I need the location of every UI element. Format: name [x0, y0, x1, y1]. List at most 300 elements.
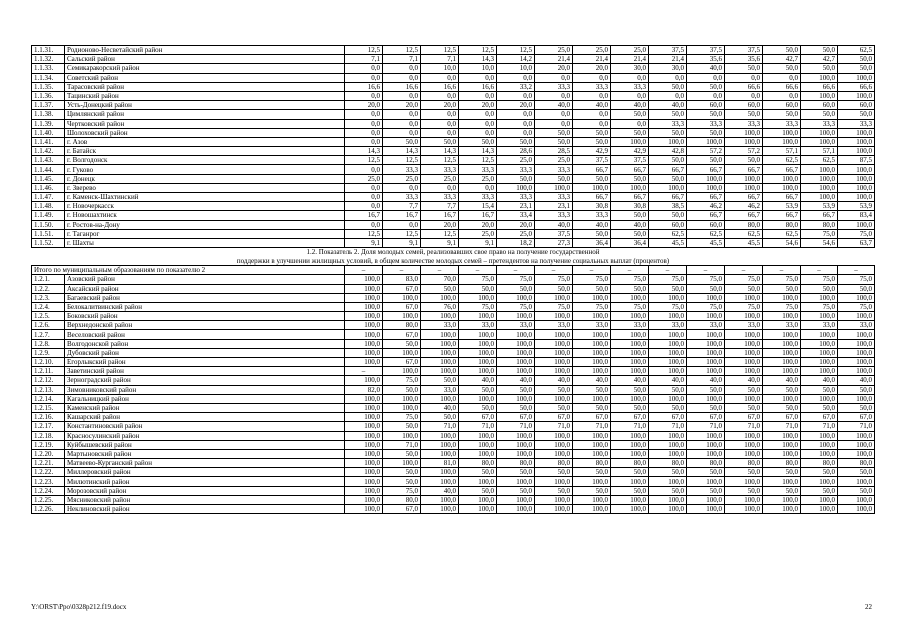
value-cell: 33,3	[801, 119, 838, 128]
value-cell: 80,0	[497, 459, 535, 468]
value-cell: 50,0	[383, 468, 421, 477]
value-cell: 75,0	[725, 302, 763, 311]
value-cell: 0,0	[497, 110, 535, 119]
value-cell: 0,0	[345, 73, 383, 82]
value-cell: 37,5	[573, 156, 611, 165]
value-cell: 75,0	[611, 302, 649, 311]
value-cell: 50,0	[725, 110, 763, 119]
value-cell: 100,0	[345, 284, 383, 293]
value-cell: 100,0	[345, 275, 383, 284]
value-cell: 67,0	[383, 330, 421, 339]
value-cell: 100,0	[497, 449, 535, 458]
value-cell: 75,0	[611, 275, 649, 284]
row-number-cell: 1.2.10.	[32, 358, 65, 367]
summary-value-cell: –	[345, 266, 383, 275]
value-cell: 50,0	[838, 468, 875, 477]
value-cell: 75,0	[459, 275, 497, 284]
value-cell: 80,0	[801, 459, 838, 468]
value-cell: 33,2	[497, 82, 535, 91]
value-cell: 0,0	[611, 73, 649, 82]
value-cell: 50,0	[838, 385, 875, 394]
value-cell: 0,0	[345, 119, 383, 128]
value-cell: 50,0	[838, 64, 875, 73]
municipality-name-cell: Сальский район	[65, 55, 345, 64]
value-cell: 0,0	[421, 91, 459, 100]
value-cell: 0,0	[421, 73, 459, 82]
value-cell: 100,0	[535, 367, 573, 376]
table-row	[32, 46, 875, 55]
value-cell: 62,5	[763, 229, 801, 238]
table-row	[32, 449, 875, 458]
value-cell: 37,5	[611, 156, 649, 165]
value-cell: 100,0	[838, 147, 875, 156]
table-row	[32, 422, 875, 431]
value-cell: 50,0	[763, 64, 801, 73]
row-number-cell: 1.1.46.	[32, 183, 65, 192]
table-row	[32, 183, 875, 192]
table-row	[32, 358, 875, 367]
value-cell: 7,7	[383, 202, 421, 211]
value-cell: 12,5	[383, 229, 421, 238]
value-cell: 40,0	[573, 220, 611, 229]
value-cell: 100,0	[383, 367, 421, 376]
value-cell: 100,0	[838, 348, 875, 357]
value-cell: 100,0	[459, 505, 497, 514]
value-cell: 100,0	[573, 293, 611, 302]
value-cell: 57,2	[725, 147, 763, 156]
value-cell: 100,0	[687, 367, 725, 376]
value-cell: 50,0	[611, 486, 649, 495]
value-cell: 33,3	[725, 119, 763, 128]
value-cell: 100,0	[801, 449, 838, 458]
value-cell: 20,0	[345, 101, 383, 110]
value-cell: 33,0	[725, 321, 763, 330]
value-cell: 80,0	[573, 459, 611, 468]
value-cell: 75,0	[801, 229, 838, 238]
municipality-name-cell: Семикаракорский район	[65, 64, 345, 73]
value-cell: 33,0	[611, 321, 649, 330]
value-cell: 50,0	[573, 128, 611, 137]
value-cell: 100,0	[345, 394, 383, 403]
value-cell: 100,0	[687, 495, 725, 504]
value-cell: 16,7	[345, 211, 383, 220]
value-cell: 75,0	[459, 302, 497, 311]
value-cell: 0,0	[345, 165, 383, 174]
value-cell: 100,0	[801, 91, 838, 100]
value-cell: 100,0	[649, 358, 687, 367]
value-cell: 100,0	[611, 339, 649, 348]
value-cell: 0,0	[763, 73, 801, 82]
value-cell: 100,0	[687, 431, 725, 440]
table-row	[32, 91, 875, 100]
value-cell: 0,0	[649, 73, 687, 82]
value-cell: 30,8	[573, 202, 611, 211]
value-cell: 50,0	[725, 284, 763, 293]
value-cell: 100,0	[345, 459, 383, 468]
value-cell: 60,0	[687, 101, 725, 110]
municipality-name-cell: Морозовский район	[65, 486, 345, 495]
value-cell: 100,0	[611, 440, 649, 449]
value-cell: 67,0	[383, 505, 421, 514]
value-cell: 37,5	[725, 46, 763, 55]
value-cell: 12,5	[345, 46, 383, 55]
value-cell: 75,0	[763, 275, 801, 284]
value-cell: 25,0	[497, 156, 535, 165]
value-cell: 20,0	[459, 101, 497, 110]
value-cell: 40,0	[763, 376, 801, 385]
value-cell: 0,0	[573, 119, 611, 128]
summary-row	[32, 266, 875, 275]
value-cell: 15,4	[459, 202, 497, 211]
value-cell: 81,0	[421, 459, 459, 468]
table-row	[32, 431, 875, 440]
table-row	[32, 229, 875, 238]
value-cell: 75,0	[535, 275, 573, 284]
municipality-name-cell: Кагальницкий район	[65, 394, 345, 403]
footer-page-number: 22	[865, 603, 872, 611]
row-number-cell: 1.1.32.	[32, 55, 65, 64]
value-cell: 16,6	[459, 82, 497, 91]
value-cell: 0,0	[383, 220, 421, 229]
value-cell: 100,0	[535, 477, 573, 486]
table-row	[32, 55, 875, 64]
value-cell: 80,0	[383, 495, 421, 504]
value-cell: 100,0	[687, 449, 725, 458]
municipality-name-cell: Миллеровский район	[65, 468, 345, 477]
row-number-cell: 1.1.34.	[32, 73, 65, 82]
value-cell: 40,0	[801, 376, 838, 385]
value-cell: 0,0	[687, 73, 725, 82]
municipality-name-cell: Матвеево-Курганский район	[65, 459, 345, 468]
value-cell: 100,0	[763, 505, 801, 514]
table-row	[32, 119, 875, 128]
row-number-cell: 1.1.51.	[32, 229, 65, 238]
value-cell: 100,0	[725, 174, 763, 183]
value-cell: 50,0	[611, 385, 649, 394]
value-cell: 66,7	[687, 193, 725, 202]
value-cell: 50,0	[573, 403, 611, 412]
value-cell: 75,0	[687, 275, 725, 284]
value-cell: 100,0	[611, 367, 649, 376]
value-cell: 20,0	[421, 101, 459, 110]
value-cell: 75,0	[838, 275, 875, 284]
value-cell: 66,7	[725, 165, 763, 174]
value-cell: 100,0	[421, 440, 459, 449]
row-number-cell: 1.2.9.	[32, 348, 65, 357]
value-cell: 0,0	[383, 119, 421, 128]
value-cell: 9,1	[345, 238, 383, 247]
table-section-caption	[32, 248, 875, 275]
value-cell: 100,0	[838, 73, 875, 82]
value-cell: 70,0	[421, 275, 459, 284]
value-cell: 100,0	[838, 312, 875, 321]
value-cell: 33,3	[687, 119, 725, 128]
value-cell: 100,0	[535, 183, 573, 192]
value-cell: 0,0	[345, 137, 383, 146]
value-cell: 100,0	[763, 183, 801, 192]
value-cell: 0,0	[649, 91, 687, 100]
value-cell: 12,5	[421, 156, 459, 165]
value-cell: 50,0	[497, 468, 535, 477]
municipality-name-cell: Куйбышевский район	[65, 440, 345, 449]
value-cell: 0,0	[459, 128, 497, 137]
row-number-cell: 1.2.21.	[32, 459, 65, 468]
table-row	[32, 101, 875, 110]
value-cell: 42,8	[649, 147, 687, 156]
row-number-cell: 1.2.16.	[32, 413, 65, 422]
value-cell: 100,0	[801, 431, 838, 440]
value-cell: 50,0	[838, 403, 875, 412]
municipality-name-cell: Заветинский район	[65, 367, 345, 376]
value-cell: 50,0	[649, 385, 687, 394]
municipality-name-cell: Красносулинский район	[65, 431, 345, 440]
value-cell: 100,0	[421, 358, 459, 367]
value-cell: 0,0	[497, 73, 535, 82]
value-cell: 100,0	[801, 312, 838, 321]
value-cell: 33,3	[497, 193, 535, 202]
value-cell: 25,0	[459, 229, 497, 238]
value-cell: 100,0	[763, 431, 801, 440]
value-cell: 25,0	[345, 174, 383, 183]
row-number-cell: 1.1.41.	[32, 137, 65, 146]
value-cell: 100,0	[687, 312, 725, 321]
value-cell: 100,0	[801, 165, 838, 174]
value-cell: 0,0	[459, 91, 497, 100]
value-cell: 100,0	[345, 330, 383, 339]
value-cell: 100,0	[763, 440, 801, 449]
municipality-name-cell: г. Таганрог	[65, 229, 345, 238]
value-cell: 67,0	[383, 284, 421, 293]
table-row	[32, 495, 875, 504]
value-cell: 100,0	[421, 468, 459, 477]
value-cell: 100,0	[725, 183, 763, 192]
row-number-cell: 1.1.49.	[32, 211, 65, 220]
value-cell: 50,0	[573, 137, 611, 146]
municipality-name-cell: г. Гуково	[65, 165, 345, 174]
summary-value-cell: –	[497, 266, 535, 275]
value-cell: 100,0	[383, 431, 421, 440]
value-cell: 100,0	[725, 367, 763, 376]
value-cell: 33,3	[383, 193, 421, 202]
value-cell: 40,0	[421, 403, 459, 412]
value-cell: 100,0	[573, 449, 611, 458]
value-cell: 100,0	[611, 330, 649, 339]
value-cell: 75,0	[383, 376, 421, 385]
value-cell: 100,0	[649, 330, 687, 339]
value-cell: 33,0	[838, 321, 875, 330]
value-cell: 66,7	[763, 211, 801, 220]
value-cell: 50,0	[421, 137, 459, 146]
value-cell: 100,0	[345, 302, 383, 311]
value-cell: 100,0	[535, 495, 573, 504]
value-cell: 46,2	[725, 202, 763, 211]
value-cell: 71,0	[725, 422, 763, 431]
value-cell: 33,3	[535, 193, 573, 202]
value-cell: 50,0	[459, 137, 497, 146]
municipality-name-cell: г. Каменск-Шахтинский	[65, 193, 345, 202]
value-cell: 25,0	[535, 156, 573, 165]
value-cell: 100,0	[497, 431, 535, 440]
value-cell: 60,0	[725, 101, 763, 110]
value-cell: 100,0	[838, 394, 875, 403]
value-cell: 100,0	[649, 367, 687, 376]
value-cell: 0,0	[421, 183, 459, 192]
table-row	[32, 165, 875, 174]
value-cell: 100,0	[535, 394, 573, 403]
value-cell: 100,0	[345, 468, 383, 477]
table-row	[32, 220, 875, 229]
row-number-cell: 1.2.14.	[32, 394, 65, 403]
value-cell: 100,0	[345, 403, 383, 412]
summary-value-cell: –	[459, 266, 497, 275]
value-cell: 100,0	[801, 477, 838, 486]
value-cell: 40,0	[573, 376, 611, 385]
value-cell: 100,0	[838, 220, 875, 229]
value-cell: 20,0	[497, 101, 535, 110]
value-cell: 80,0	[383, 321, 421, 330]
value-cell: 0,0	[497, 128, 535, 137]
value-cell: 100,0	[725, 505, 763, 514]
value-cell: 100,0	[497, 367, 535, 376]
row-number-cell: 1.2.8.	[32, 339, 65, 348]
value-cell: 16,7	[421, 211, 459, 220]
value-cell: 100,0	[421, 394, 459, 403]
value-cell: 100,0	[725, 431, 763, 440]
value-cell: 100,0	[573, 183, 611, 192]
value-cell: 28,6	[497, 147, 535, 156]
value-cell: 100,0	[573, 394, 611, 403]
value-cell: 100,0	[345, 348, 383, 357]
value-cell: 66,7	[649, 193, 687, 202]
value-cell: 0,0	[725, 73, 763, 82]
value-cell: 50,0	[725, 385, 763, 394]
row-number-cell: 1.2.18.	[32, 431, 65, 440]
value-cell: 0,0	[345, 91, 383, 100]
value-cell: 100,0	[838, 330, 875, 339]
value-cell: 33,3	[649, 119, 687, 128]
value-cell: 100,0	[763, 367, 801, 376]
value-cell: 62,5	[763, 156, 801, 165]
value-cell: 100,0	[611, 312, 649, 321]
value-cell: 100,0	[611, 293, 649, 302]
value-cell: 100,0	[838, 174, 875, 183]
table-row	[32, 302, 875, 311]
value-cell: 100,0	[459, 358, 497, 367]
value-cell: 50,0	[459, 403, 497, 412]
value-cell: 50,0	[421, 376, 459, 385]
value-cell: 35,6	[725, 55, 763, 64]
value-cell: 50,0	[459, 468, 497, 477]
row-number-cell: 1.2.19.	[32, 440, 65, 449]
value-cell: 21,4	[535, 55, 573, 64]
value-cell: 100,0	[497, 183, 535, 192]
value-cell: 50,0	[573, 468, 611, 477]
value-cell: 100,0	[421, 339, 459, 348]
value-cell: 100,0	[345, 440, 383, 449]
municipality-name-cell: Константиновский район	[65, 422, 345, 431]
value-cell: 0,0	[535, 73, 573, 82]
value-cell: 21,4	[573, 55, 611, 64]
value-cell: 100,0	[345, 293, 383, 302]
value-cell: 100,0	[611, 477, 649, 486]
value-cell: 100,0	[725, 137, 763, 146]
table-row	[32, 110, 875, 119]
value-cell: 100,0	[838, 137, 875, 146]
value-cell: 67,0	[383, 358, 421, 367]
value-cell: 9,1	[421, 238, 459, 247]
value-cell: 50,0	[383, 137, 421, 146]
value-cell: 40,0	[421, 486, 459, 495]
value-cell: 100,0	[345, 486, 383, 495]
value-cell: 12,5	[383, 46, 421, 55]
value-cell: 100,0	[383, 312, 421, 321]
table-row	[32, 64, 875, 73]
value-cell: 53,9	[801, 202, 838, 211]
value-cell: 25,0	[421, 174, 459, 183]
municipality-name-cell: г. Волгодонск	[65, 156, 345, 165]
value-cell: 67,0	[497, 413, 535, 422]
value-cell: 75,0	[687, 302, 725, 311]
value-cell: 50,0	[801, 385, 838, 394]
value-cell: 100,0	[801, 348, 838, 357]
table-row	[32, 284, 875, 293]
value-cell: 12,5	[497, 46, 535, 55]
value-cell: 100,0	[801, 183, 838, 192]
value-cell: 50,0	[649, 128, 687, 137]
value-cell: 100,0	[801, 358, 838, 367]
table-row	[32, 330, 875, 339]
table-row	[32, 486, 875, 495]
value-cell: 25,0	[611, 46, 649, 55]
value-cell: 42,9	[573, 147, 611, 156]
table-row	[32, 477, 875, 486]
municipality-name-cell: Кашарский район	[65, 413, 345, 422]
value-cell: 71,0	[383, 440, 421, 449]
value-cell: 67,0	[801, 413, 838, 422]
value-cell: 80,0	[763, 459, 801, 468]
value-cell: 10,0	[497, 64, 535, 73]
value-cell: 53,9	[838, 202, 875, 211]
value-cell: 50,0	[725, 486, 763, 495]
value-cell: 50,0	[763, 385, 801, 394]
value-cell: 50,0	[459, 385, 497, 394]
value-cell: 30,0	[649, 64, 687, 73]
table-section-indicator-1	[32, 46, 875, 248]
value-cell: 100,0	[763, 293, 801, 302]
value-cell: 100,0	[459, 495, 497, 504]
row-number-cell: 1.2.15.	[32, 403, 65, 412]
value-cell: 100,0	[345, 358, 383, 367]
value-cell: 50,0	[611, 468, 649, 477]
row-number-cell: 1.2.17.	[32, 422, 65, 431]
value-cell: 27,3	[535, 238, 573, 247]
value-cell: 100,0	[459, 449, 497, 458]
value-cell: 100,0	[611, 137, 649, 146]
value-cell: 14,3	[345, 147, 383, 156]
value-cell: 50,0	[535, 385, 573, 394]
value-cell: 100,0	[763, 137, 801, 146]
table-row	[32, 211, 875, 220]
value-cell: 75,0	[649, 302, 687, 311]
value-cell: 100,0	[611, 358, 649, 367]
value-cell: 100,0	[725, 348, 763, 357]
value-cell: 50,0	[649, 82, 687, 91]
table-row	[32, 73, 875, 82]
municipality-name-cell: Цимлянский район	[65, 110, 345, 119]
value-cell: 75,0	[801, 302, 838, 311]
table-row	[32, 413, 875, 422]
value-cell: 80,0	[838, 459, 875, 468]
